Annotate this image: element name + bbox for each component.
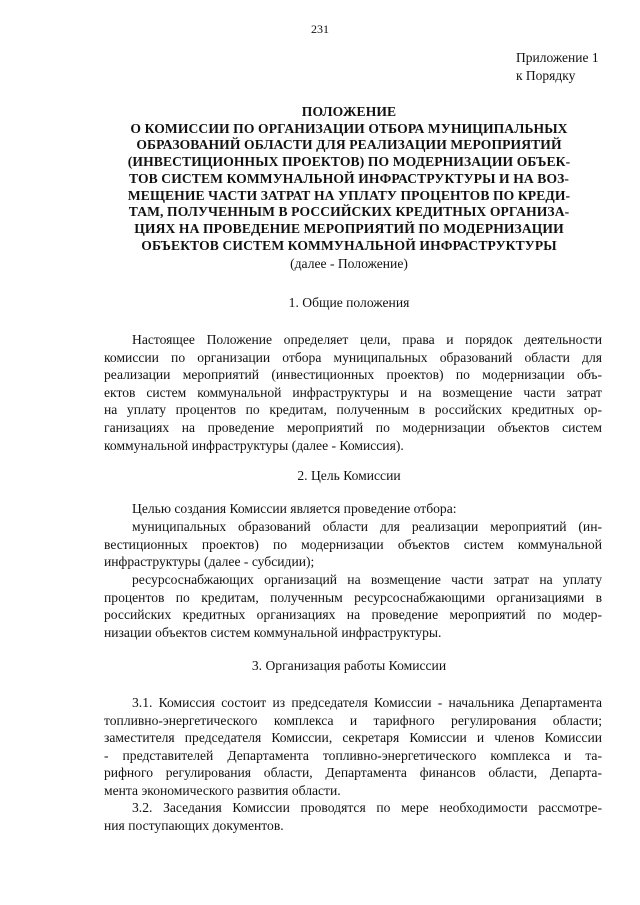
section-1-paragraph (104, 331, 602, 454)
title-line: ОБРАЗОВАНИЙ ОБЛАСТИ ДЛЯ РЕАЛИЗАЦИИ МЕРОПРИЯТИЙ (136, 137, 562, 153)
title-line: ОБЪЕКТОВ СИСТЕМ КОММУНАЛЬНОЙ ИНФРАСТРУКТУРЫ (141, 237, 557, 253)
paragraph-line: ния поступающих документов. (104, 817, 284, 833)
paragraph-line: 3.1. Комиссия состоит из председателя Комиссии - начальника Департамента (132, 695, 602, 710)
paragraph-line: комиссии по организации отбора муниципальных образований области для (104, 349, 602, 365)
section-3-paragraph-2 (104, 799, 602, 834)
page-number: 231 (311, 22, 329, 36)
title-subtitle: (далее - Положение) (290, 256, 408, 271)
section-2-item-municipal (104, 518, 602, 571)
paragraph-line: Настоящее Положение определяет цели, права и порядок деятельности (132, 332, 602, 347)
paragraph-line: муниципальных образований области для реализации мероприятий (ин- (132, 519, 602, 534)
paragraph-line: ектов систем коммунальной инфраструктуры и на возмещение части затрат (104, 384, 602, 400)
paragraph-line: реализации мероприятий (инвестиционных проектов) по модернизации объ- (104, 367, 602, 383)
paragraph-line: инфраструктуры (далее - субсидии); (104, 554, 315, 570)
document-title (96, 104, 602, 254)
section-2-intro (118, 500, 602, 518)
paragraph-line: низации объектов систем коммунальной инфраструктуры. (104, 624, 442, 640)
paragraph-line: заместителя председателя Комиссии, секретаря Комиссии и членов Комиссии (104, 730, 602, 746)
appendix-note (516, 49, 599, 85)
paragraph-line: Целью создания Комиссии является проведение отбора: (132, 501, 457, 516)
title-line: О КОМИССИИ ПО ОРГАНИЗАЦИИ ОТБОРА МУНИЦИПАЛЬНЫХ (130, 120, 568, 136)
title-line: МЕЩЕНИЕ ЧАСТИ ЗАТРАТ НА УПЛАТУ ПРОЦЕНТОВ ПО КРЕДИ- (127, 187, 571, 203)
section-3-paragraph-1 (104, 694, 602, 800)
paragraph-line: процентов по кредитам, полученным ресурсоснабжающими организациями в (104, 589, 602, 605)
paragraph-line: - представителей Департамента топливно-энергетического комплекса и та- (104, 747, 602, 763)
title-line: ТАМ, ПОЛУЧЕННЫМ В РОССИЙСКИХ КРЕДИТНЫХ ОРГАНИЗА- (128, 204, 570, 220)
paragraph-line: коммунальной инфраструктуры (далее - Комиссия). (104, 437, 404, 453)
paragraph-line: на уплату процентов по кредитам, полученным в российских кредитных ор- (104, 402, 602, 418)
paragraph-line: вестиционных проектов) по модернизации объектов систем коммунальной (104, 536, 602, 552)
title-line: (ИНВЕСТИЦИОННЫХ ПРОЕКТОВ) ПО МОДЕРНИЗАЦИИ ОБЪЕК- (127, 154, 571, 170)
title-line: ПОЛОЖЕНИЕ (301, 104, 397, 119)
section-2-item-resource (104, 571, 602, 641)
paragraph-line: ганизациях на проведение мероприятий по модернизации объектов систем (104, 419, 602, 435)
paragraph-line: ресурсоснабжающих организаций на возмещение части затрат на уплату (132, 572, 602, 587)
appendix-line-1: Приложение 1 (516, 50, 599, 65)
paragraph-line: 3.2. Заседания Комиссии проводятся по мере необходимости рассмотре- (132, 800, 602, 815)
paragraph-line: российских кредитных организациях на проведение мероприятий по модер- (104, 607, 602, 623)
section-heading-2: 2. Цель Комиссии (297, 468, 401, 483)
section-heading-1: 1. Общие положения (288, 295, 410, 310)
appendix-line-2: к Порядку (516, 68, 576, 83)
title-line: ТОВ СИСТЕМ КОММУНАЛЬНОЙ ИНФРАСТРУКТУРЫ И НА ВОЗ- (128, 170, 570, 186)
paragraph-line: мента экономического развития области. (104, 782, 341, 798)
title-line: ЦИЯХ НА ПРОВЕДЕНИЕ МЕРОПРИЯТИЙ ПО МОДЕРНИЗАЦИИ (134, 220, 564, 236)
section-heading-3: 3. Организация работы Комиссии (251, 658, 447, 673)
paragraph-line: топливно-энергетического комплекса и тарифного регулирования области; (104, 712, 602, 728)
paragraph-line: рифного регулирования области, Департамента финансов области, Департа- (104, 765, 602, 781)
